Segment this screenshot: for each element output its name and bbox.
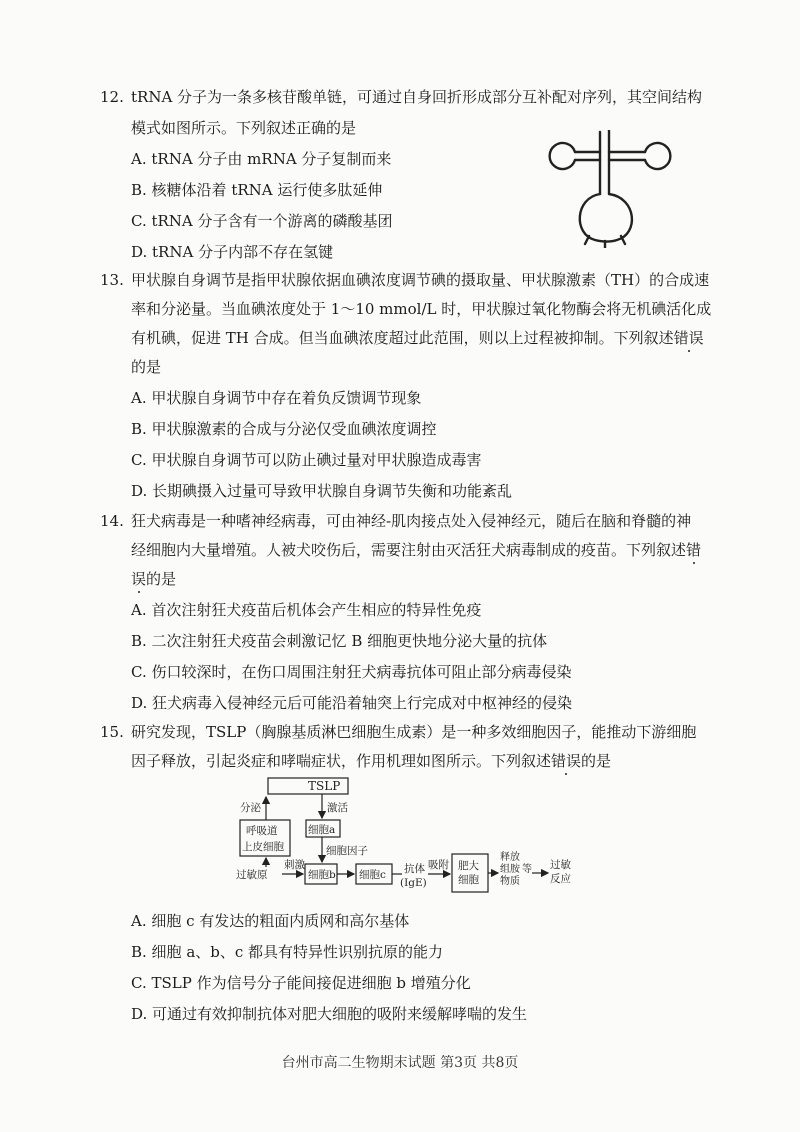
release-label: 释放 [500,852,520,863]
question-number: 12. [100,88,124,106]
option-a: A. tRNA 分子由 mRNA 分子复制而来 [131,150,392,168]
cytokine-label: 细胞因子 [326,845,368,857]
reaction-label: 反应 [550,873,571,885]
option-b: B. 细胞 a、b、c 都具有特异性识别抗原的能力 [131,943,444,961]
option-d: D. 狂犬病毒入侵神经元后可能沿着轴突上行完成对中枢神经的侵染 [131,694,573,712]
release-label: 物质 [500,876,520,887]
option-c: C. TSLP 作为信号分子能间接促进细胞 b 增殖分化 [131,974,471,992]
question-stem: tRNA 分子为一条多核苷酸单链，可通过自身回折形成部分互补配对序列，其空间结构 [131,88,703,106]
release-label: 组胺 [500,864,520,875]
cell-c-label: 细胞c [359,869,386,881]
cell-a-label: 细胞a [308,824,336,836]
option-a: A. 首次注射狂犬疫苗后机体会产生相应的特异性免疫 [131,601,482,619]
activate-label: 激活 [327,802,348,814]
trna-structure-figure [545,130,695,248]
mast-cell-label: 肥大 [458,860,479,872]
adsorb-label: 吸附 [428,859,449,871]
option-b: B. 二次注射狂犬疫苗会刺激记忆 B 细胞更快地分泌大量的抗体 [131,632,548,650]
emphasis-mark: 错误 [673,329,704,347]
question-stem: 研究发现，TSLP（胸腺基质淋巴细胞生成素）是一种多效细胞因子，能推动下游细胞 [131,723,697,741]
release-label: 等 [522,864,532,875]
option-a: A. 甲状腺自身调节中存在着负反馈调节现象 [131,389,422,407]
ige-label: (IgE) [400,877,427,889]
antibody-label: 抗体 [404,863,425,875]
question-stem: 误的是 [131,570,177,588]
question-number: 14. [100,512,124,530]
reaction-label: 过敏 [550,859,571,871]
airway-cell-label: 呼吸道 [246,825,278,837]
question-stem: 模式如图所示。下列叙述正确的是 [131,119,357,137]
allergen-label: 过敏原 [236,869,268,881]
option-c: C. 甲状腺自身调节可以防止碘过量对甲状腺造成毒害 [131,451,482,469]
cell-b-label: 细胞b [308,869,336,881]
option-c: C. tRNA 分子含有一个游离的磷酸基团 [131,212,393,230]
page-footer: 台州市高二生物期末试题 第3页 共8页 [281,1055,519,1071]
question-stem: 率和分泌量。当血碘浓度处于 1～10 mmol/L 时，甲状腺过氧化物酶会将无机碘活化成 [131,300,712,318]
option-d: D. tRNA 分子内部不存在氢键 [131,243,334,261]
airway-cell-label: 上皮细胞 [242,841,284,853]
option-c: C. 伤口较深时，在伤口周围注射狂犬病毒抗体可阻止部分病毒侵染 [131,663,572,681]
question-number: 13. [100,271,124,289]
question-stem: 经细胞内大量增殖。人被犬咬伤后，需要注射由灭活狂犬病毒制成的疫苗。下列叙述错 [131,541,702,559]
question-stem: 因子释放，引起炎症和哮喘症状，作用机理如图所示。下列叙述错误的是 [131,752,612,770]
question-stem: 的是 [131,358,162,376]
mast-cell-label: 细胞 [458,874,479,886]
secrete-label: 分泌 [240,802,261,814]
tslp-mechanism-diagram [232,776,592,902]
option-b: B. 甲状腺激素的合成与分泌仅受血碘浓度调控 [131,420,437,438]
option-b: B. 核糖体沿着 tRNA 运行使多肽延伸 [131,181,383,199]
question-stem: 狂犬病毒是一种嗜神经病毒，可由神经-肌肉接点处入侵神经元，随后在脑和脊髓的神 [131,512,692,530]
emphasis-mark: 错 [686,541,702,559]
question-stem: 甲状腺自身调节是指甲状腺依据血碘浓度调节碘的摄取量、甲状腺激素（TH）的合成速 [131,271,710,289]
question-number: 15. [100,723,124,741]
option-d: D. 可通过有效抑制抗体对肥大细胞的吸附来缓解哮喘的发生 [131,1005,528,1023]
option-d: D. 长期碘摄入过量可导致甲状腺自身调节失衡和功能紊乱 [131,482,513,500]
option-a: A. 细胞 c 有发达的粗面内质网和高尔基体 [131,912,410,930]
emphasis-mark: 误 [131,570,147,588]
stimulate-label: 刺激 [284,859,305,871]
question-stem: 有机碘，促进 TH 合成。但当血碘浓度超过此范围，则以上过程被抑制。下列叙述错误 [131,329,704,347]
tslp-label: TSLP [308,779,341,793]
emphasis-mark: 错误 [551,752,582,770]
